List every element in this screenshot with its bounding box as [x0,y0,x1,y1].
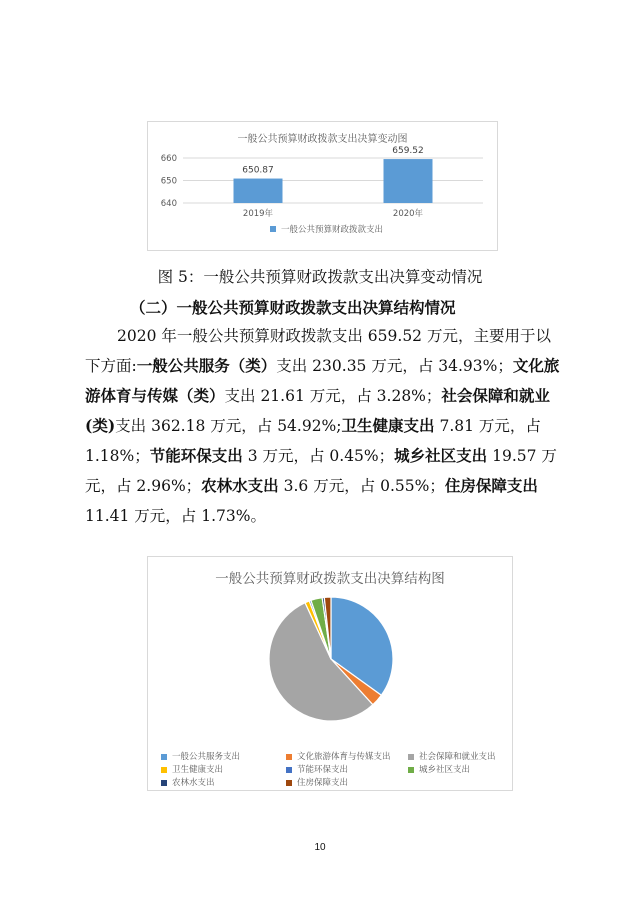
paragraph-segment: 2020 年一般公共预算财政拨款支出 659.52 万元，主要用于以下方面: [85,327,551,375]
pie-chart-figure [147,556,513,791]
bar-chart-figure [147,121,498,251]
paragraph-bold-segment: 节能环保支出 [149,446,243,465]
legend-swatch [161,754,167,760]
paragraph-bold-segment: 文化旅游体育与传媒（类） [85,356,560,405]
y-tick-label: 640 [160,199,177,209]
paragraph-segment: 19.57 万元，占 2.96%； [85,447,557,495]
bar-data-label: 659.52 [392,146,424,157]
x-tick-label: 2020年 [392,209,424,219]
paragraph-segment: 7.81 万元，占 1.18%； [85,417,541,465]
legend-item [161,776,215,788]
bar-chart-title: 一般公共预算财政拨款支出决算变动图 [237,134,408,145]
legend-item [161,750,240,762]
x-tick-label: 2019年 [242,209,274,219]
legend-item [286,776,348,788]
legend-label: 文化旅游体育与传媒支出 [297,752,391,762]
paragraph-bold-segment: 一般公共服务（类） [136,356,277,375]
legend-label: 城乡社区支出 [419,765,471,775]
legend-label: 农林水支出 [172,778,215,788]
legend-swatch [161,780,167,786]
legend-item [408,750,496,762]
legend-item [286,763,348,775]
legend-swatch [286,754,292,760]
legend-item [408,763,470,775]
bar-0 [234,179,283,203]
body-paragraph [85,321,565,531]
paragraph-segment: 11.41 万元，占 1.73%。 [85,507,266,525]
paragraph-bold-segment: 农林水支出 [201,476,279,495]
legend-label: 一般公共预算财政拨款支出 [281,225,384,235]
legend-swatch [408,754,414,760]
legend-swatch [161,767,167,773]
paragraph-segment: 3 万元，占 0.45%； [242,447,395,465]
legend-swatch [408,767,414,773]
paragraph-bold-segment: 社会保障和就业(类) [85,386,550,435]
y-tick-label: 660 [160,154,177,164]
paragraph-segment: 支出 21.61 万元，占 3.28%； [224,387,442,405]
legend-swatch [286,780,292,786]
legend-swatch [286,767,292,773]
legend-label: 住房保障支出 [297,778,349,788]
legend-label: 卫生健康支出 [172,765,224,775]
legend-label: 社会保障和就业支出 [419,752,496,762]
legend-item [161,763,223,775]
legend-label: 一般公共服务支出 [172,752,241,762]
pie-chart-legend [148,557,512,790]
bar-data-label: 650.87 [242,165,274,176]
page-number: 10 [314,842,326,853]
legend-label: 节能环保支出 [297,765,349,775]
bar-1 [384,159,433,203]
section-heading: （二）一般公共预算财政拨款支出决算结构情况 [130,298,456,317]
paragraph-segment: 支出 362.18 万元，占 54.92%; [115,417,342,435]
paragraph-segment: 3.6 万元，占 0.55%； [278,477,445,495]
y-tick-label: 650 [160,176,177,187]
bar-chart-plot [148,122,497,250]
paragraph-bold-segment: 住房保障支出 [444,476,538,495]
pie-chart-title: 一般公共预算财政拨款支出决算结构图 [215,571,445,587]
legend-item [286,750,391,762]
paragraph-bold-segment: 卫生健康支出 [341,416,435,435]
paragraph-segment: 支出 230.35 万元，占 34.93%； [276,357,513,375]
legend-swatch [270,226,276,232]
paragraph-bold-segment: 城乡社区支出 [394,446,488,465]
figure-caption: 图 5：一般公共预算财政拨款支出决算变动情况 [157,268,483,286]
